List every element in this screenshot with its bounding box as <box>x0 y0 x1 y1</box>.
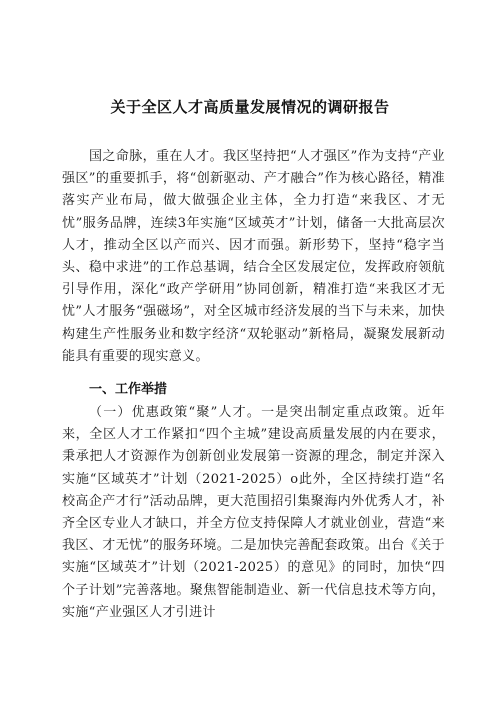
section-heading: 一、工作举措 <box>89 382 168 397</box>
document-title: 关于全区人才高质量发展情况的调研报告 <box>110 98 390 116</box>
intro-paragraph: 国之命脉，重在人才。我区坚持把“人才强区”作为支持“产业强区”的重要抓手，将“创新驱动、产才融合”作为核心路径，精准落实产业布局，做大做强企业主体，全力打造“来我区、才无忧”服务品牌，连续3年实施“区域英才”计划，储备一大批高层次人才，推动全区以产而兴、因才而强。新形势下，坚持“稳字当头、稳中求进”的工作总基调，结合全区发展定位，发挥政府领航引导作用，深化“政产学研用”协同创新，精准打造“来我区才无忧”人才服务“强磁场”，对全区城市经济发展的当下与未来，加快构建生产性服务业和数字经济“双轮驱动”新格局，凝聚发展新动能具有重要的现实意义。 <box>62 149 445 364</box>
section-paragraph: （一）优惠政策“聚”人才。一是突出制定重点政策。近年来，全区人才工作紧扣“四个主城”建设高质量发展的内在要求，秉承把人才资源作为创新创业发展第一资源的理念，制定并深入实施“区域英才”计划（2021-2025）o此外，全区持续打造“名校高企产才行”活动品牌，更大范围招引集聚海内外优秀人才，补齐全区专业人才缺口，并全方位支持保障人才就业创业，营造“来我区、才无忧”的服务环境。二是加快完善配套政策。出台《关于实施“区域英才”计划（2021-2025）的意见》的同时，加快“四个子计划”完善落地。聚焦智能制造业、新一代信息技术等方向，实施“产业强区人才引进计 <box>62 405 445 620</box>
